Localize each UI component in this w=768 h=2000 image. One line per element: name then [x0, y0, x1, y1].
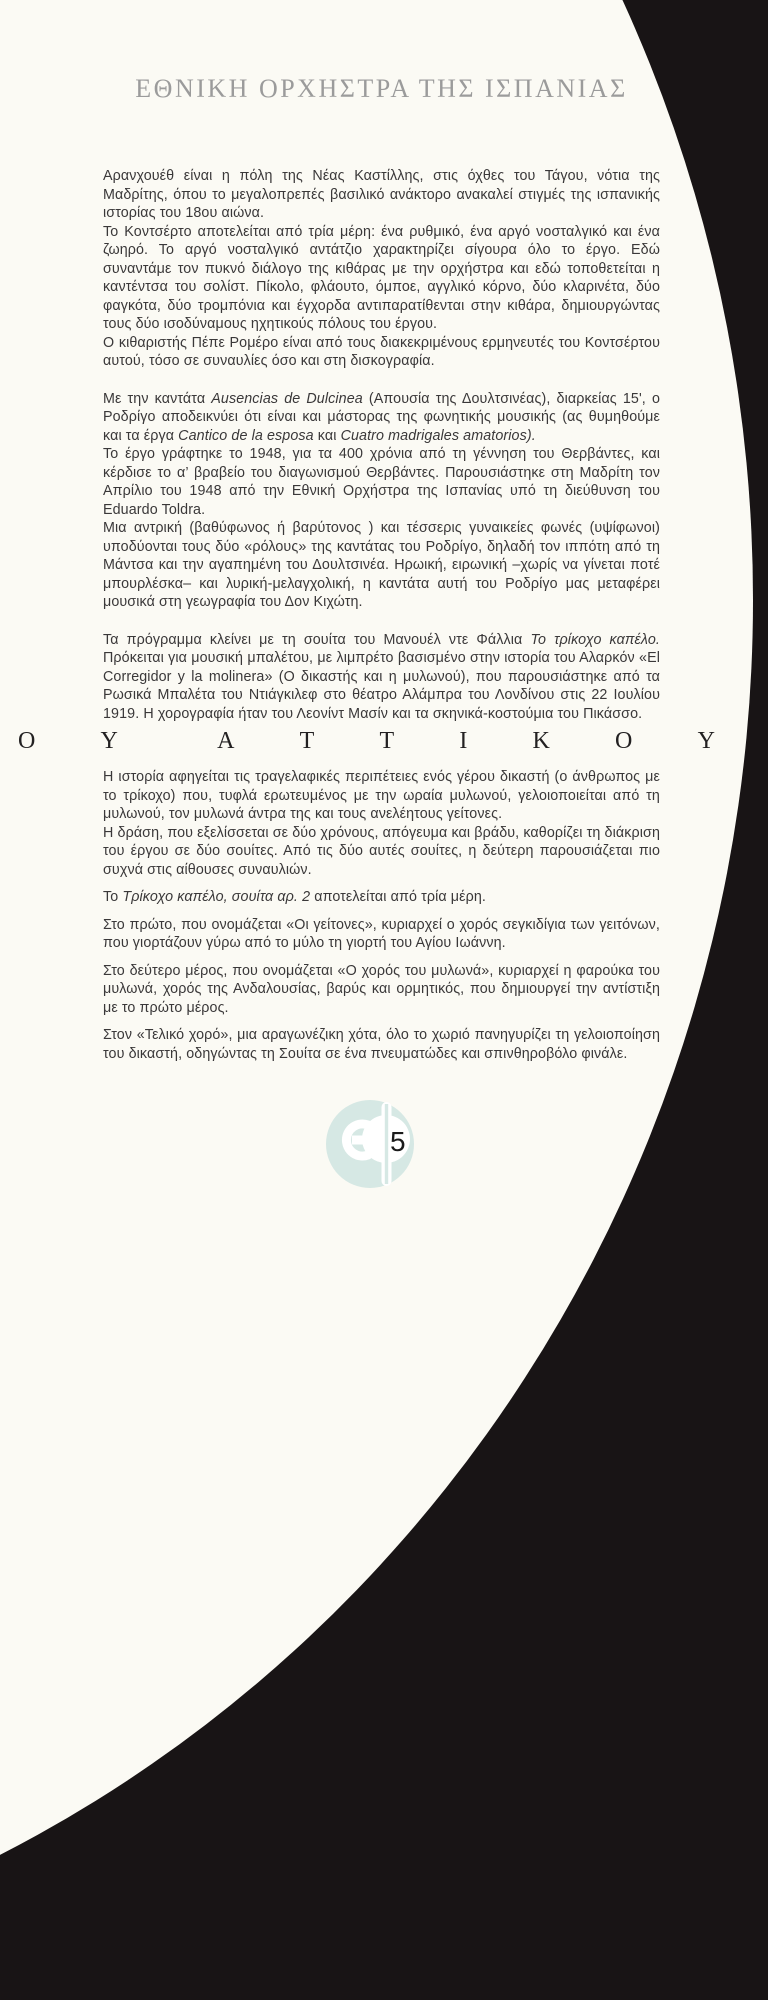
text-run: Στο πρώτο, που ονομάζεται «Οι γείτονες», κυριαρχεί ο χορός σεγκιδίγια των γειτόνων, που γιορτάζουν γύρω από το μύλο τη γιορτή του Αγίου Ιωάννη.: [103, 916, 660, 951]
paragraph: [103, 1026, 660, 1063]
paragraph: [103, 519, 660, 612]
paragraph: [103, 445, 660, 519]
paragraph: [103, 768, 660, 824]
paragraph: [103, 631, 660, 724]
text-run: Τα πρόγραμμα κλείνει με τη σουίτα του Μανουέλ ντε Φάλλια: [103, 631, 531, 648]
text-run: Με την καντάτα: [103, 390, 212, 407]
text-run: Ο κιθαριστής Πέπε Ρομέρο είναι από τους διακεκριμένους ερμηνευτές του Κοντσέρτου αυτού, τόσο σε συναυλίες όσο και στη δισκογραφία.: [103, 334, 660, 369]
headline-letter: Υ: [100, 728, 118, 754]
paragraph: [103, 962, 660, 1018]
page-content: [18, 72, 715, 1063]
text-run: αποτελείται από τρία μέρη.: [310, 889, 486, 905]
text-run: Τρίκοχο καπέλο, σουίτα αρ. 2: [122, 889, 311, 905]
spread-headline-letters: [18, 728, 715, 754]
text-run: Cantico de la esposa: [178, 427, 314, 444]
paragraph: [103, 888, 660, 907]
paragraph: [103, 390, 660, 446]
paragraph: [103, 223, 660, 334]
text-run: Το: [103, 889, 123, 905]
text-run: Το Κοντσέρτο αποτελείται από τρία μέρη: ένα ρυθμικό, ένα αργό νοσταλγικό και ένα ζωηρό. Το αργό νοσταλγικό αντάτζιο χαρακτηρίζει σίγουρα όλο το έργο. Εδώ συναντάμε τον πυκνό διάλογο της κιθάρας με την ορχήστρα και εδώ τοποθετείται η καντέντσα του σολίστ. Πίκολο, φλάουτο, όμποε, αγγλικό κόρνο, δύο κλαρινέτα, δύο φαγκότα, δύο τρομπόνια και έγχορδα αντιπαρατίθενται στην κιθάρα, δημιουργώντας τους δύο ισοδύναμους ηχητικούς πόλους του έργου.: [103, 223, 660, 332]
text-run: Το τρίκοχο καπέλο.: [530, 631, 660, 648]
text-run: Στο δεύτερο μέρος, που ονομάζεται «Ο χορός του μυλωνά», κυριαρχεί η φαρούκα του μυλωνά, χορός της Ανδαλουσίας, βαρύς και ορμητικός, που δημιουργεί την αντίστιξη με το πρώτο μέρος.: [103, 962, 660, 1016]
text-run: Μια αντρική (βαθύφωνος ή βαρύτονος ) και τέσσερις γυναικείες φωνές (υψίφωνοι) υποδύονται τους δύο «ρόλους» της καντάτας του Ροδρίγο, δηλαδή τον ιππότη από τη Μάντσα και την αγαπημένη του Δουλτσινέα. Ηρωική, ειρωνική –χωρίς να γίνεται ποτέ μπουρλέσκα– και λυρική-μελαγχολική, η καντάτα αυτή του Ροδρίγο μας μεταφέρει μουσικά στη γεωγραφία του Δον Κιχώτη.: [103, 520, 660, 610]
text-run: Η ιστορία αφηγείται τις τραγελαφικές περιπέτειες ενός γέρου δικαστή (ο άνθρωπος με το τρίκοχο) που, τυφλά ερωτευμένος με την ωραία μυλωνού, γελοιοποιείται από τη μυλωνού, τον μυλωνά άντρα της και τους ανελέητους γείτονες.: [103, 769, 660, 822]
headline-letter: Ο: [18, 728, 36, 754]
paragraph: [103, 824, 660, 880]
headline-letter: Κ: [532, 728, 550, 754]
text-run: Πρόκειται για μουσική μπαλέτου, με λιμπρέτο βασισμένο στην ιστορία του Αλαρκόν «El Corregidor y la molinera» (Ο δικαστής και η μυλωνού), που παρουσιάστηκε από τα Ρωσικά Μπαλέτα του Ντιάγκιλεφ στο θέατρο Αλάμπρα του Λονδίνου στις 22 Ιουλίου 1919. Η χορογραφία ήταν του Λεονίντ Μασίν και τα σκηνικά-κοστούμια του Πικάσσο.: [103, 650, 660, 722]
headline-letter: Ι: [459, 728, 468, 754]
headline-letter: Ο: [615, 728, 633, 754]
paragraph: [103, 167, 660, 223]
headline-letter: Τ: [379, 728, 395, 754]
text-run: και: [313, 427, 341, 444]
text-run: Το έργο γράφτηκε το 1948, για τα 400 χρόνια από τη γέννηση του Θερβάντες, και κέρδισε το α’ βραβείο του διαγωνισμού Θερβάντες. Παρουσιάστηκε στη Μαδρίτη τον Απρίλιο του 1948 από την Εθνική Ορχήστρα της Ισπανίας υπό τη διεύθυνση του Eduardo Toldra.: [103, 446, 660, 518]
text-run: Ausencias de Dulcinea: [211, 390, 363, 407]
text-run: Στον «Τελικό χορό», μια αραγωνέζικη χότα, όλο το χωριό πανηγυρίζει τη γελοιοποίηση του δικαστή, οδηγώντας τη Σουίτα σε ένα πνευματώδες και σπινθηροβόλο φινάλε.: [103, 1027, 660, 1062]
body-text-lower: [103, 768, 660, 1063]
headline-letter: Τ: [299, 728, 315, 754]
paragraph: [103, 334, 660, 371]
text-run: Cuatro madrigales amatorios).: [340, 427, 536, 444]
page-title: ΕΘΝΙΚΗ ΟΡΧΗΣΤΡΑ ΤΗΣ ΙΣΠΑΝΙΑΣ: [135, 74, 628, 103]
text-run: (Απουσία της Δουλτσινέας), διαρκείας 15', ο Ροδρίγο αποδεικνύει ότι είναι και μάστορας της φωνητικής μουσικής (ας θυμηθούμε και τα έργα: [103, 390, 660, 444]
headline-letter: Υ: [697, 728, 715, 754]
body-text-upper: [103, 167, 660, 723]
paragraph: [103, 916, 660, 953]
text-run: Αρανχουέθ είναι η πόλη της Νέας Καστίλλης, στις όχθες του Τάγου, νότια της Μαδρίτης, όπου το μεγαλοπρεπές βασιλικό ανάκτορο ανακαλεί στιγμές της ισπανικής ιστορίας του 18ου αιώνα.: [103, 168, 660, 221]
headline-letter: Α: [217, 728, 235, 754]
text-run: Η δράση, που εξελίσσεται σε δύο χρόνους, απόγευμα και βράδυ, καθορίζει τη διάκριση του έργου σε δύο σουίτες. Από τις δύο αυτές σουίτες, η δεύτερη παρουσιάζεται πιο συχνά στις αίθουσες συναυλιών.: [103, 824, 660, 878]
page-number: 5: [390, 1126, 406, 1157]
